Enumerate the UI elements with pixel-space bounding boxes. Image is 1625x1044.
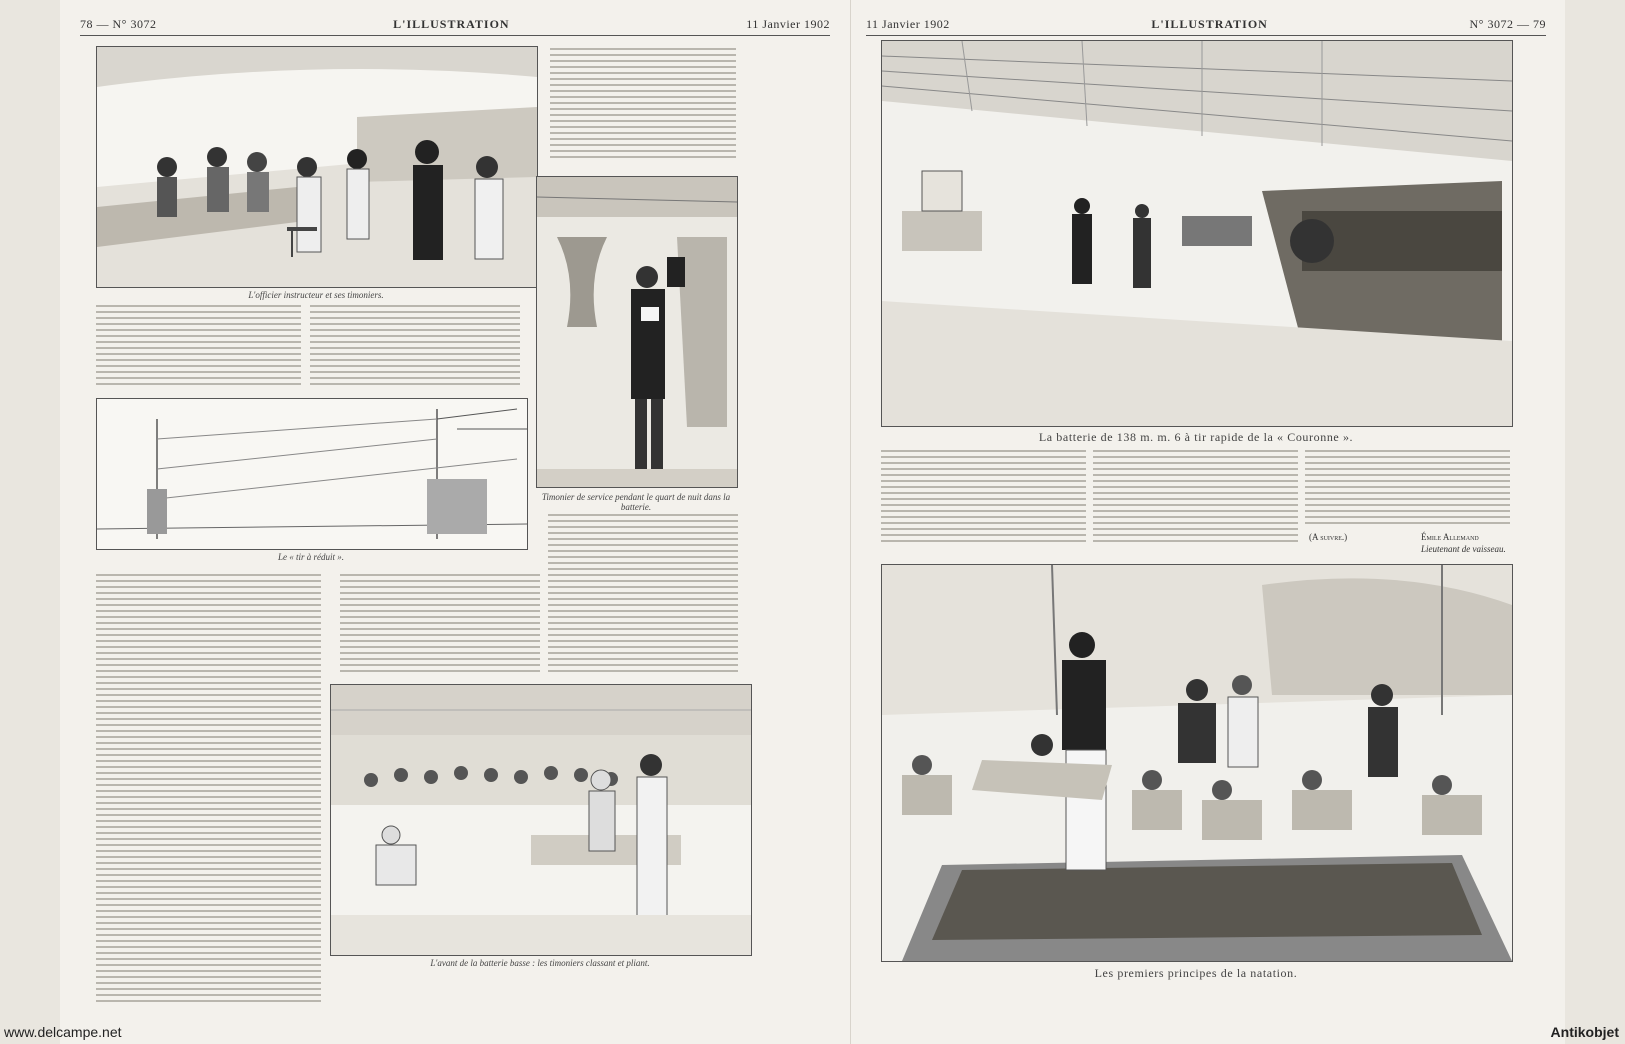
text-column-lower-right (548, 514, 738, 676)
text-column-top-right (550, 48, 736, 160)
rigging-drawing (97, 399, 527, 549)
right-page-number: N° 3072 — 79 (1469, 16, 1546, 31)
watermark-delcampe: www.delcampe.net (4, 1024, 122, 1040)
left-magazine-title: L'ILLUSTRATION (393, 16, 510, 31)
right-date: 11 Janvier 1902 (866, 16, 950, 31)
sailor-engraving (537, 177, 737, 487)
author-name: Émile Allemand (1421, 532, 1479, 542)
left-date: 11 Janvier 1902 (746, 16, 830, 31)
caption-sailor-lamp: Timonier de service pendant le quart de nuit dans la batterie. (541, 492, 731, 512)
watermark-antikobjet: Antikobjet (1550, 1024, 1619, 1040)
text-column-lower-left (96, 574, 321, 1004)
right-page (850, 0, 1566, 1044)
illustration-sailor-lamp (536, 176, 738, 488)
right-running-head (866, 16, 1546, 36)
text-column-lower-mid (340, 574, 540, 672)
left-page (60, 0, 850, 1044)
text-column-mid-left (96, 305, 301, 387)
office-engraving (97, 47, 537, 287)
text-column-mid-center (310, 305, 520, 387)
left-page-number: 78 — N° 3072 (80, 16, 157, 31)
illustration-swimming (881, 564, 1513, 962)
illustration-battery (881, 40, 1513, 427)
caption-office: L'officier instructeur et ses timoniers. (248, 290, 384, 300)
illustration-infirmary (330, 684, 752, 956)
text-column-right-2 (1093, 450, 1298, 546)
magazine-spread (60, 0, 1565, 1044)
text-column-right-1 (881, 450, 1086, 546)
author-role: Lieutenant de vaisseau. (1421, 544, 1506, 554)
right-magazine-title: L'ILLUSTRATION (1151, 16, 1268, 31)
battery-engraving (882, 41, 1512, 426)
illustration-rigging (96, 398, 528, 550)
text-column-right-3 (1305, 450, 1510, 528)
caption-rigging: Le « tir à réduit ». (277, 552, 344, 562)
caption-infirmary: L'avant de la batterie basse : les timoniers classant et pliant. (430, 958, 650, 968)
caption-battery: La batterie de 138 m. m. 6 à tir rapide de la « Couronne ». (1038, 430, 1354, 444)
article-note: (A suivre.) (1309, 532, 1348, 542)
caption-swimming: Les premiers principes de la natation. (1094, 966, 1298, 980)
swimming-engraving (882, 565, 1512, 961)
left-running-head (80, 16, 830, 36)
illustration-office (96, 46, 538, 288)
infirmary-engraving (331, 685, 751, 955)
